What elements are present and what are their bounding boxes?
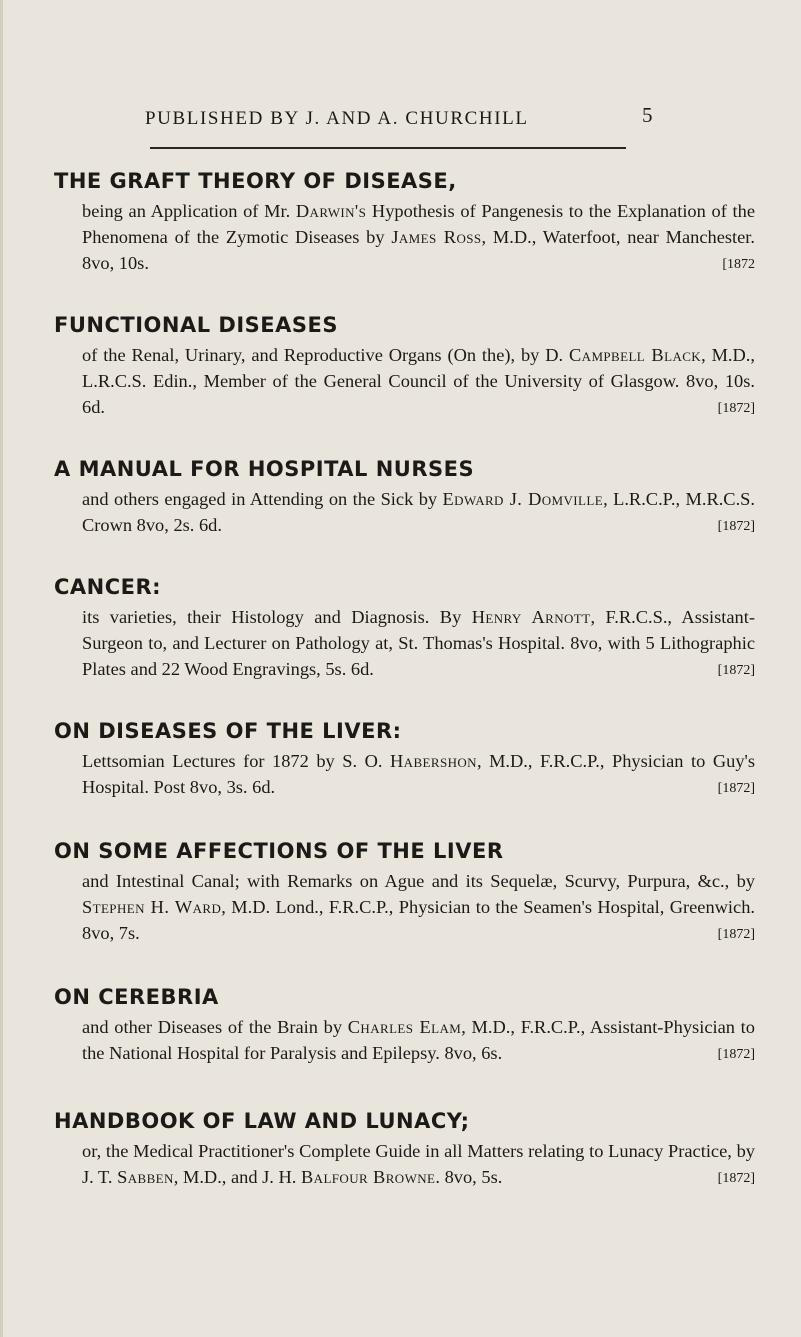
entry-diseases-of-liver bbox=[54, 716, 777, 800]
entry-list bbox=[54, 166, 777, 1192]
entry-title: FUNCTIONAL DISEASES bbox=[54, 313, 338, 337]
entry-title: ON SOME AFFECTIONS OF THE LIVER bbox=[54, 839, 504, 863]
entry-body: of the Renal, Urinary, and Reproductive Organs (On the), by D. Campbell Black, M.D., L.R.C.S. Edin., Member of the General Council of the University of Glasgow. 8vo, 10s. 6d. [1872] bbox=[82, 342, 755, 420]
entry-title: ON CEREBRIA bbox=[54, 985, 219, 1009]
entry-title: CANCER: bbox=[54, 575, 162, 599]
entry-manual-hospital-nurses bbox=[54, 454, 777, 538]
entry-handbook-law-lunacy bbox=[54, 1106, 777, 1190]
entry-body: its varieties, their Histology and Diagnosis. By Henry Arnott, F.R.C.S., Assistant-Surgeon to, and Lecturer on Pathology at, St. Thomas's Hospital. 8vo, with 5 Lithographic Plates and 22 Wood Engravings, 5s. 6d. [1872] bbox=[82, 604, 755, 682]
publication-year: [1872] bbox=[717, 663, 755, 678]
publication-year: [1872] bbox=[717, 1047, 755, 1062]
author-name: Balfour Browne bbox=[300, 1167, 436, 1187]
publication-year: [1872 bbox=[722, 257, 755, 272]
entry-body: or, the Medical Practitioner's Complete Guide in all Matters relating to Lunacy Practice, by J. T. Sabben, M.D., and J. H. Balfour Browne. 8vo, 5s. [1872] bbox=[82, 1138, 755, 1190]
entry-graft-theory bbox=[54, 166, 777, 276]
author-name: Charles Elam bbox=[347, 1017, 462, 1037]
publication-year: [1872] bbox=[717, 927, 755, 942]
entry-body: and Intestinal Canal; with Remarks on Ague and its Sequelæ, Scurvy, Purpura, &c., by Stephen H. Ward, M.D. Lond., F.R.C.P., Physician to the Seamen's Hospital, Greenwich. 8vo, 7s. [1872] bbox=[82, 868, 755, 946]
author-name: James Ross bbox=[391, 227, 482, 247]
publication-year: [1872] bbox=[717, 401, 755, 416]
publication-year: [1872] bbox=[717, 519, 755, 534]
publication-year: [1872] bbox=[717, 781, 755, 796]
entry-cerebria bbox=[54, 982, 777, 1066]
publication-year: [1872] bbox=[717, 1171, 755, 1186]
author-name: Darwin's bbox=[295, 201, 367, 221]
author-name: Henry Arnott bbox=[471, 607, 591, 627]
page-number: 5 bbox=[642, 103, 653, 127]
entry-title: THE GRAFT THEORY OF DISEASE, bbox=[54, 169, 457, 193]
author-name: Stephen H. Ward bbox=[82, 897, 222, 917]
entry-title: ON DISEASES OF THE LIVER: bbox=[54, 719, 402, 743]
entry-functional-diseases bbox=[54, 310, 777, 420]
author-name: Campbell Black bbox=[569, 345, 702, 365]
entry-title: A MANUAL FOR HOSPITAL NURSES bbox=[54, 457, 475, 481]
header-rule bbox=[150, 147, 626, 149]
entry-affections-of-liver bbox=[54, 836, 777, 946]
entry-body: being an Application of Mr. Darwin's Hypothesis of Pangenesis to the Explanation of the Phenomena of the Zymotic Diseases by James Ross, M.D., Waterfoot, near Manchester. 8vo, 10s. [1872 bbox=[82, 198, 755, 276]
author-name: Sabben bbox=[117, 1167, 174, 1187]
author-name: Edward J. Domville bbox=[442, 489, 604, 509]
running-head: PUBLISHED BY J. AND A. CHURCHILL bbox=[145, 108, 529, 129]
author-name: Habershon bbox=[390, 751, 477, 771]
entry-body: Lettsomian Lectures for 1872 by S. O. Habershon, M.D., F.R.C.P., Physician to Guy's Hospital. Post 8vo, 3s. 6d. [1872] bbox=[82, 748, 755, 800]
entry-body: and other Diseases of the Brain by Charles Elam, M.D., F.R.C.P., Assistant-Physician to the National Hospital for Paralysis and Epilepsy. 8vo, 6s. [1872] bbox=[82, 1014, 755, 1066]
entry-cancer bbox=[54, 572, 777, 682]
page-edge bbox=[0, 0, 3, 1337]
entry-body: and others engaged in Attending on the Sick by Edward J. Domville, L.R.C.P., M.R.C.S. Crown 8vo, 2s. 6d. [1872] bbox=[82, 486, 755, 538]
entry-title: HANDBOOK OF LAW AND LUNACY; bbox=[54, 1109, 470, 1133]
